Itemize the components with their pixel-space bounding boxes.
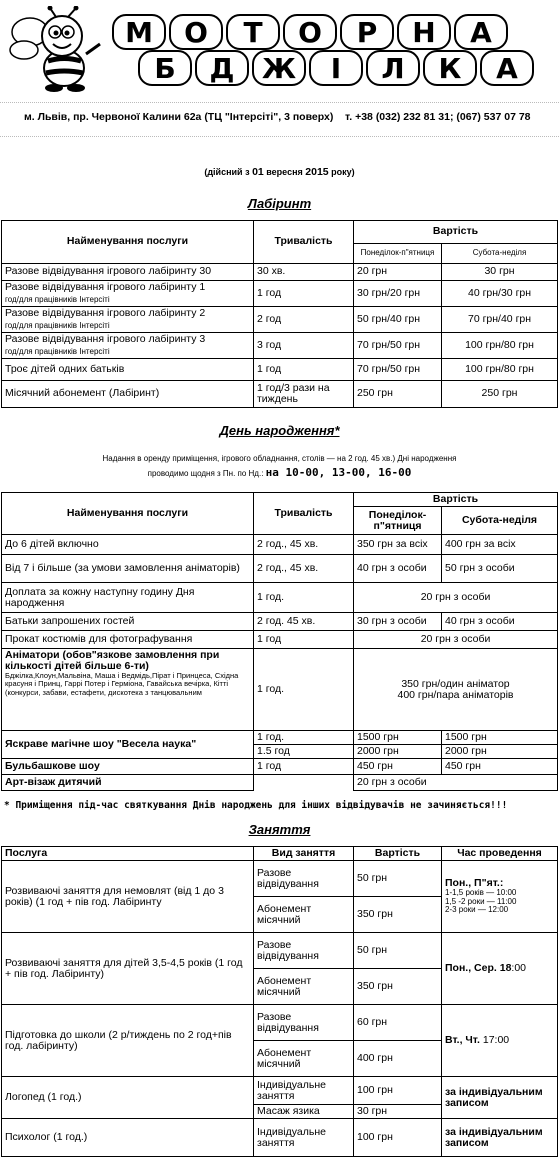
birthday-note: Надання в оренду приміщення, ігрового обладнання, столів — на 2 год. 45 хв.) Дні народження проводимо щодня з Пн. по Нд.: на 10-00, 13-00, 16-00 (102, 454, 457, 479)
col-header-name: Найменування послуги (2, 221, 254, 264)
col-header-weekday: Понеділок-п"ятниця (354, 244, 442, 264)
logo-letter: А (480, 50, 534, 86)
logo-letter: Д (195, 50, 249, 86)
table-row: Абонемент місячний 350 грн (2, 897, 558, 933)
table-row: Разове відвідування ігрового лабіринту 3 год/для працівників Інтерсіті 3 год 70 грн/50 грн 100 грн/80 грн (2, 333, 558, 359)
logo-letter: М (112, 14, 166, 50)
table-row: Бульбашкове шоу 1 год 450 грн 450 грн (2, 759, 558, 775)
logo-line-2 (138, 50, 534, 84)
table-row: Батьки запрошених гостей 2 год. 45 хв. 30 грн з особи 40 грн з особи (2, 613, 558, 631)
birthday-table: Найменування послуги Тривалість Вартість Понеділок-п"ятниця Субота-неділя До 6 дітей включно 2 год., 45 хв. 350 грн за всіх 400 грн за всіх Від 7 і більше (за умови замовлення аніматорів) 2 год., 45 хв. 40 грн з особи 50 грн з особи Доплата за кожну наступну годину Дня народження 1 год. 20 грн з особи Батьки запрошених гостей 2 год. 45 хв. 30 грн з особи 40 грн з особи Прокат костюмів для фотографування 1 год 20 грн з особи Аніматори (обов"язкове замовлення при кількості дітей більше 6-ти) Бджілка,Клоун,Мальвіна, Маша і Ведмідь,Пірат і Принцеса, Східна красуня і Принц, Гаррі Потер і Герміона, Гавайська вечірка, Кітті (конкурси, забави, естафети, дискотека з танцювальним 1 год. 350 грн/один аніматор 400 грн/пара аніматорів Яскраве магічне шоу "Весела наука" 1 год. 1500 грн 1500 грн 1.5 год 2000 грн 2000 грн Бульбашкове шоу 1 год 450 грн 450 грн Арт-візаж дитячий 20 грн з особи (1, 492, 558, 791)
table-row: Розвиваючі заняття для немовлят (від 1 до 3 років) (1 год + пів год. Лабіринту Разове відвідування 50 грн Пон., П"ят.: 1-1,5 років — 10:00 1,5 -2 роки — 11:00 2-3 роки — 12:00 (2, 861, 558, 897)
phones: т. +38 (032) 232 81 31; (067) 537 07 78 (345, 111, 531, 123)
header (0, 0, 559, 100)
contact-line (24, 111, 531, 123)
table-row: Троє дітей одних батьків 1 год 70 грн/50 грн 100 грн/80 грн (2, 359, 558, 381)
col-header-weekend: Субота-неділя (442, 244, 558, 264)
table-row: Масаж язика 30 грн (2, 1105, 558, 1119)
col-header-price: Вартість (354, 221, 558, 244)
table-row: Яскраве магічне шоу "Весела наука" 1 год. 1500 грн 1500 грн (2, 731, 558, 745)
validity-note: (дійсний з 01 вересня 2015 року) (204, 166, 355, 178)
table-row: Доплата за кожну наступну годину Дня народження 1 год. 20 грн з особи (2, 583, 558, 613)
logo-letter: К (423, 50, 477, 86)
logo-line-1 (112, 14, 508, 48)
logo-letter: А (454, 14, 508, 50)
table-row: Арт-візаж дитячий 20 грн з особи (2, 775, 558, 791)
logo-letter: Т (226, 14, 280, 50)
table-row: Разове відвідування ігрового лабіринту 30 30 хв. 20 грн 30 грн (2, 264, 558, 281)
logo-letter: Р (340, 14, 394, 50)
section-title-labyrinth: Лабіринт (247, 196, 312, 211)
divider (0, 136, 559, 137)
table-row: Психолог (1 год.) Індивідуальне заняття 100 грн за індивідуальним записом (2, 1119, 558, 1157)
table-row: Від 7 і більше (за умови замовлення аніматорів) 2 год., 45 хв. 40 грн з особи 50 грн з особи (2, 555, 558, 583)
logo-letter: Н (397, 14, 451, 50)
table-row: Абонемент місячний 400 грн (2, 1041, 558, 1077)
logo-letter: Б (138, 50, 192, 86)
table-row: 1.5 год 2000 грн 2000 грн (2, 745, 558, 759)
table-row: Абонемент місячний 350 грн (2, 969, 558, 1005)
bee-mascot-icon (6, 6, 106, 92)
table-row: Разове відвідування ігрового лабіринту 1 год/для працівників Інтерсіті 1 год 30 грн/20 грн 40 грн/30 грн (2, 281, 558, 307)
logo-letter: І (309, 50, 363, 86)
table-row: Аніматори (обов"язкове замовлення при кількості дітей більше 6-ти) Бджілка,Клоун,Мальвіна, Маша і Ведмідь,Пірат і Принцеса, Східна красуня і Принц, Гаррі Потер і Герміона, Гавайська вечірка, Кітті (конкурси, забави, естафети, дискотека з танцювальним 1 год. 350 грн/один аніматор 400 грн/пара аніматорів (2, 649, 558, 731)
table-row: Місячний абонемент (Лабіринт) 1 год/3 рази на тиждень 250 грн 250 грн (2, 381, 558, 408)
table-row: Підготовка до школи (2 р/тиждень по 2 год+пів год. лабіринту) Разове відвідування 60 грн Вт., Чт. 17:00 (2, 1005, 558, 1041)
labyrinth-table (1, 220, 558, 408)
logo-letter: Ж (252, 50, 306, 86)
classes-table: Послуга Вид заняття Вартість Час проведення Розвиваючі заняття для немовлят (від 1 до 3 років) (1 год + пів год. Лабіринту Разове відвідування 50 грн Пон., П"ят.: 1-1,5 років — 10:00 1,5 -2 роки — 11:00 2-3 роки — 12:00 Абонемент місячний 350 грн Розвиваючі заняття для дітей 3,5-4,5 років (1 год + пів год. Лабіринту) Разове відвідування 50 грн Пон., Сер. 18:00 Абонемент місячний 350 грн Підготовка до школи (2 р/тиждень по 2 год+пів год. лабіринту) Разове відвідування 60 грн Вт., Чт. 17:00 Абонемент місячний 400 грн Логопед (1 год.) Індивідуальне заняття 100 грн за індивідуальним записом Масаж язика 30 грн Психолог (1 год.) Індивідуальне заняття 100 грн за індивідуальним записом (1, 846, 558, 1157)
table-row: Прокат костюмів для фотографування 1 год 20 грн з особи (2, 631, 558, 649)
table-row: До 6 дітей включно 2 год., 45 хв. 350 грн за всіх 400 грн за всіх (2, 535, 558, 555)
section-title-classes: Заняття (248, 822, 311, 837)
table-row: Разове відвідування ігрового лабіринту 2 год/для працівників Інтерсіті 2 год 50 грн/40 грн 70 грн/40 грн (2, 307, 558, 333)
address: м. Львів, пр. Червоної Калини 62а (ТЦ "Інтерсіті", 3 поверх) (24, 111, 334, 123)
col-header-duration: Тривалість (254, 221, 354, 264)
table-row: Розвиваючі заняття для дітей 3,5-4,5 років (1 год + пів год. Лабіринту) Разове відвідування 50 грн Пон., Сер. 18:00 (2, 933, 558, 969)
section-title-birthday: День народження* (219, 423, 340, 438)
birthday-footnote: * Приміщення під-час святкування Днів народжень для інших відвідувачів не зачиняється!!! (4, 800, 508, 811)
logo-letter: О (283, 14, 337, 50)
table-row: Логопед (1 год.) Індивідуальне заняття 100 грн за індивідуальним записом (2, 1077, 558, 1105)
logo-letter: Л (366, 50, 420, 86)
logo-letter: О (169, 14, 223, 50)
divider (0, 102, 559, 103)
